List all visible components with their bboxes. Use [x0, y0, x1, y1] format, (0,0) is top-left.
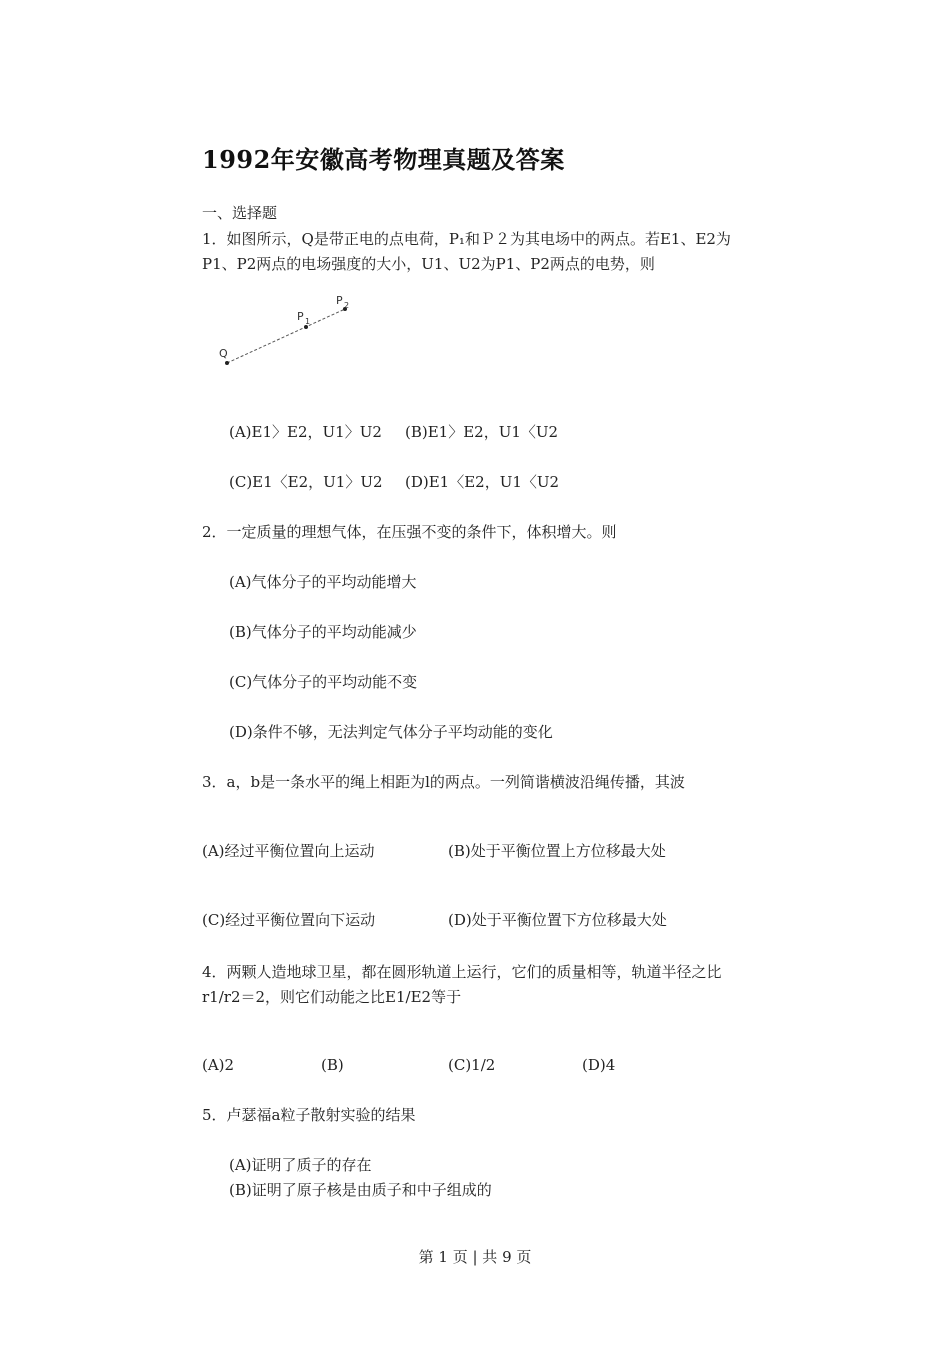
- field-line: [227, 309, 345, 363]
- q3-option-d: (D)处于平衡位置下方位移最大处: [448, 911, 667, 929]
- charge-q-point: [225, 361, 229, 365]
- q1-option-a: (A)E1〉E2，U1〉U2: [229, 423, 382, 441]
- q2-option-b: (B)气体分子的平均动能减少: [229, 623, 417, 641]
- page-footer: 第 1 页 | 共 9 页: [418, 1248, 532, 1266]
- q4-option-b: (B): [321, 1056, 344, 1074]
- q4-option-a: (A)2: [202, 1056, 235, 1074]
- q2-stem: 2．一定质量的理想气体，在压强不变的条件下，体积增大。则: [202, 523, 617, 541]
- q4-stem-line1: 4．两颗人造地球卫星，都在圆形轨道上运行，它们的质量相等，轨道半径之比: [202, 963, 722, 981]
- q2-option-c: (C)气体分子的平均动能不变: [229, 673, 418, 691]
- label-p1: P: [297, 310, 304, 323]
- q1-option-b: (B)E1〉E2，U1〈U2: [405, 423, 559, 441]
- q3-option-a: (A)经过平衡位置向上运动: [202, 842, 375, 860]
- q5-option-a: (A)证明了质子的存在: [229, 1156, 372, 1174]
- q5-stem: 5．卢瑟福a粒子散射实验的结果: [202, 1106, 416, 1124]
- q2-option-a: (A)气体分子的平均动能增大: [229, 573, 417, 591]
- q1-field-figure: [213, 293, 363, 373]
- q1-stem-line2: P1、P2两点的电场强度的大小，U1、U2为P1、P2两点的电势，则: [202, 255, 655, 273]
- q5-option-b: (B)证明了原子核是由质子和中子组成的: [229, 1181, 492, 1199]
- section-heading: 一、选择题: [202, 204, 278, 222]
- q3-option-b: (B)处于平衡位置上方位移最大处: [448, 842, 666, 860]
- q2-option-d: (D)条件不够，无法判定气体分子平均动能的变化: [229, 723, 553, 741]
- label-q: Q: [219, 347, 228, 360]
- q4-option-d: (D)4: [582, 1056, 616, 1074]
- q4-stem-line2: r1/r2＝2，则它们动能之比E1/E2等于: [202, 988, 462, 1006]
- q3-option-c: (C)经过平衡位置向下运动: [202, 911, 376, 929]
- q1-stem-line1: 1．如图所示，Q是带正电的点电荷，P₁和Ｐ２为其电场中的两点。若E1、E2为: [202, 230, 731, 248]
- label-p2-sub: 2: [344, 301, 350, 310]
- label-p2: P: [336, 294, 343, 307]
- document-title: 1992年安徽高考物理真题及答案: [202, 145, 565, 174]
- q1-option-d: (D)E1〈E2，U1〈U2: [405, 473, 560, 491]
- q4-option-c: (C)1/2: [448, 1056, 496, 1074]
- q3-stem: 3．a，b是一条水平的绳上相距为l的两点。一列简谐横波沿绳传播，其波: [202, 773, 685, 791]
- label-p1-sub: 1: [305, 317, 311, 326]
- q1-field-diagram: [213, 293, 363, 373]
- q1-option-c: (C)E1〈E2，U1〉U2: [229, 473, 383, 491]
